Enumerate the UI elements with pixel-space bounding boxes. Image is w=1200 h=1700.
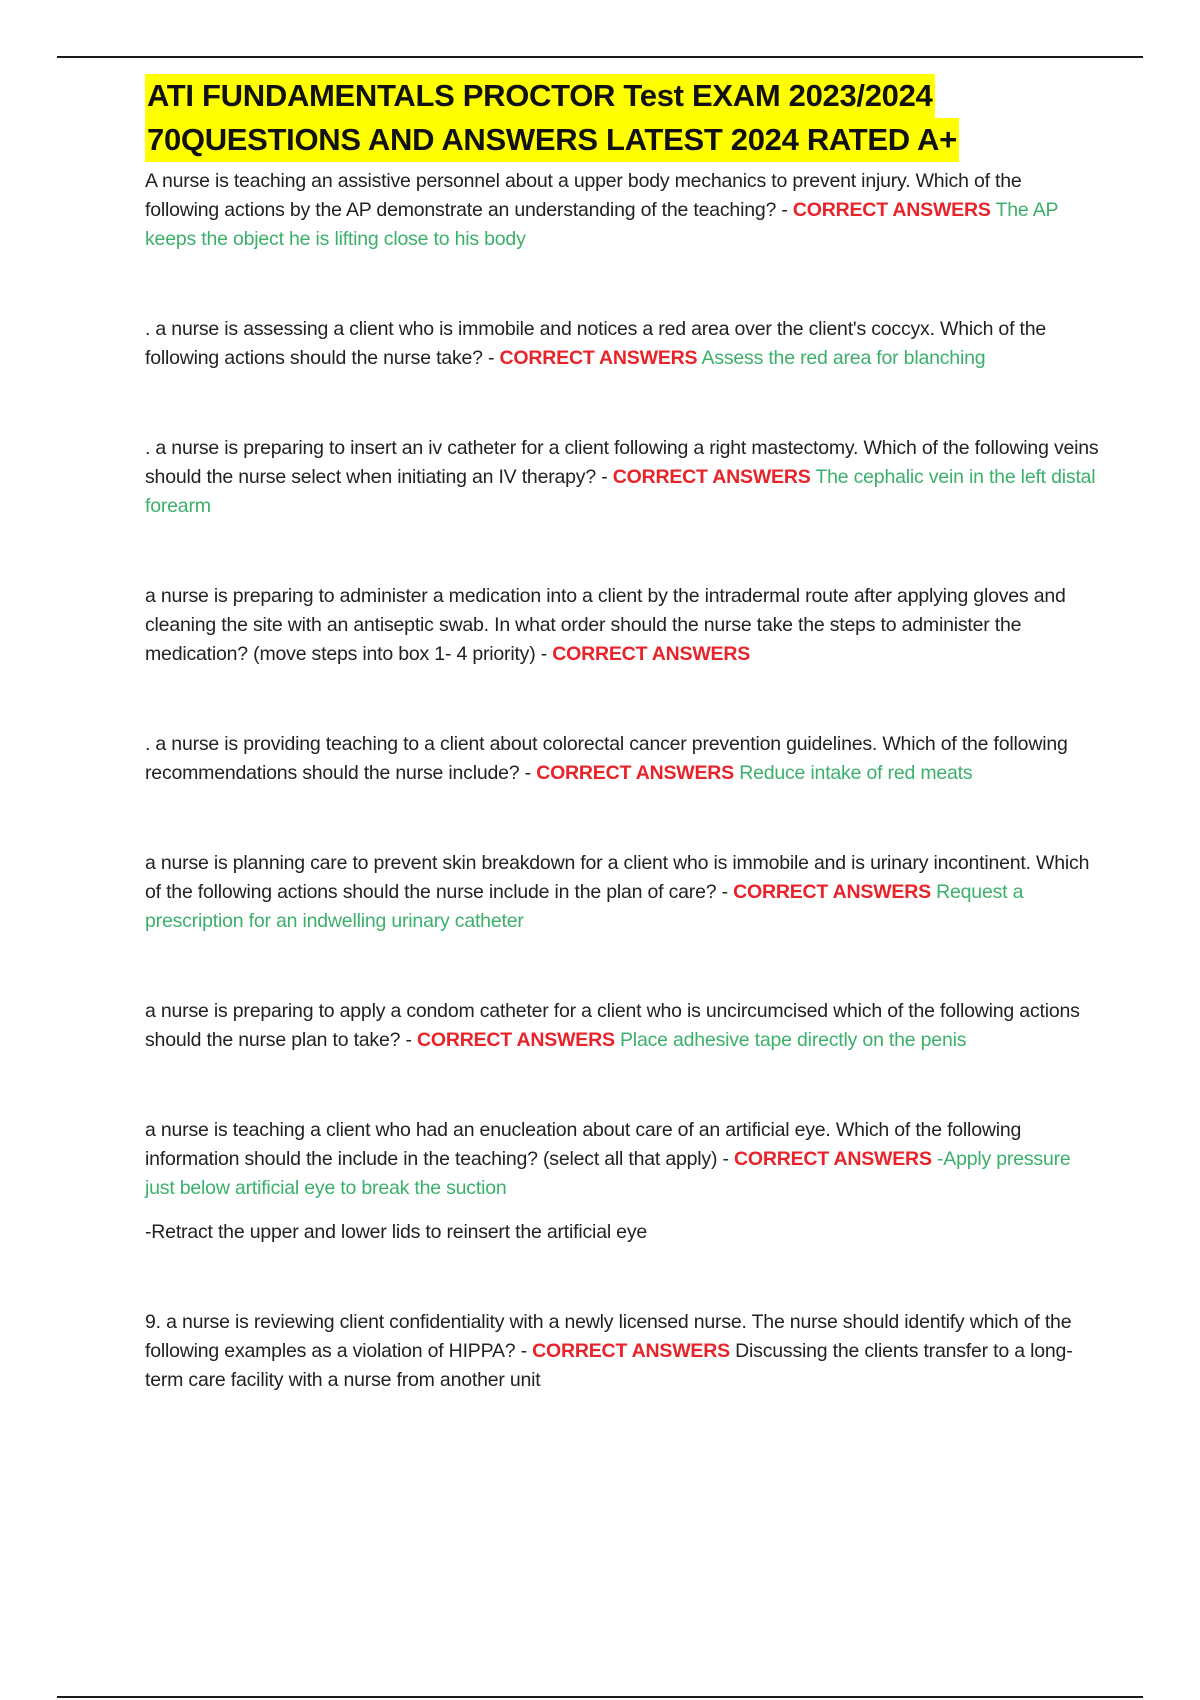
correct-answers-label: CORRECT ANSWERS — [612, 466, 811, 488]
answer-extra-line: -Retract the upper and lower lids to reinsert the artificial eye — [145, 1221, 648, 1243]
qa-item-5 — [145, 730, 1100, 788]
answer-text: Place adhesive tape directly on the penis — [620, 1029, 967, 1051]
qa-item-3 — [145, 434, 1100, 521]
qa-item-6 — [145, 849, 1100, 936]
answer-text: The AP keeps the object he is lifting close to his body — [145, 199, 1058, 250]
answer-text: The cephalic vein in the left distal forearm — [145, 466, 1096, 517]
correct-answers-label: CORRECT ANSWERS — [733, 881, 931, 903]
question-text: . a nurse is assessing a client who is immobile and notices a red area over the client's coccyx. Which of the following actions should the nurse take? - — [145, 318, 1047, 369]
correct-answers-label: CORRECT ANSWERS — [499, 347, 698, 369]
answer-text: Assess the red area for blanching — [701, 347, 986, 369]
qa-item-1 — [145, 167, 1100, 254]
answer-text: Request a prescription for an indwelling urinary catheter — [145, 881, 1024, 932]
question-text: a nurse is preparing to apply a condom catheter for a client who is uncircumcised which of the following actions should the nurse plan to take? - — [145, 1000, 1080, 1051]
question-text: a nurse is teaching a client who had an enucleation about care of an artificial eye. Which of the following information should the include in the teaching? (select all that apply) - — [145, 1119, 1022, 1170]
correct-answers-label: CORRECT ANSWERS — [532, 1340, 730, 1362]
answer-text: Reduce intake of red meats — [739, 762, 973, 784]
question-text: 9. a nurse is reviewing client confidentiality with a newly licensed nurse. The nurse should identify which of the following examples as a violation of HIPPA? - — [145, 1311, 1072, 1362]
question-text: A nurse is teaching an assistive personnel about a upper body mechanics to prevent injury. Which of the following actions by the AP demonstrate an understanding of the teaching? - — [145, 170, 1022, 221]
answer-text: -Apply pressure just below artificial eye to break the suction — [145, 1148, 1071, 1199]
qa-item-2 — [145, 315, 1100, 373]
question-text: a nurse is planning care to prevent skin breakdown for a client who is immobile and is urinary incontinent. Which of the following actions should the nurse include in the plan of care? - — [145, 852, 1090, 903]
answer-text: Discussing the clients transfer to a long-term care facility with a nurse from another unit — [145, 1340, 1073, 1391]
question-text: . a nurse is providing teaching to a client about colorectal cancer prevention guidelines. Which of the following recommendations should the nurse include? - — [145, 733, 1068, 784]
document-title — [145, 74, 1100, 162]
question-text: . a nurse is preparing to insert an iv catheter for a client following a right mastectomy. Which of the following veins should the nurse select when initiating an IV therapy? - — [145, 437, 1099, 488]
qa-item-7 — [145, 997, 1100, 1055]
document-body — [145, 74, 1100, 1395]
correct-answers-label: CORRECT ANSWERS — [536, 762, 734, 784]
top-rule — [57, 56, 1143, 58]
bottom-rule — [57, 1696, 1143, 1698]
title-line-1: ATI FUNDAMENTALS PROCTOR Test EXAM 2023/2024 — [145, 74, 935, 118]
qa-item-8 — [145, 1116, 1100, 1203]
title-line-2: 70QUESTIONS AND ANSWERS LATEST 2024 RATED A+ — [145, 118, 959, 162]
correct-answers-label: CORRECT ANSWERS — [552, 643, 751, 665]
qa-item-9 — [145, 1308, 1100, 1395]
correct-answers-label: CORRECT ANSWERS — [417, 1029, 615, 1051]
qa-item-4 — [145, 582, 1100, 669]
question-text: a nurse is preparing to administer a medication into a client by the intradermal route after applying gloves and cleaning the site with an antiseptic swab. In what order should the nurse take the steps to administer the medication? (move steps into box 1- 4 priority) - — [145, 585, 1066, 665]
correct-answers-label: CORRECT ANSWERS — [792, 199, 991, 221]
correct-answers-label: CORRECT ANSWERS — [733, 1148, 932, 1170]
